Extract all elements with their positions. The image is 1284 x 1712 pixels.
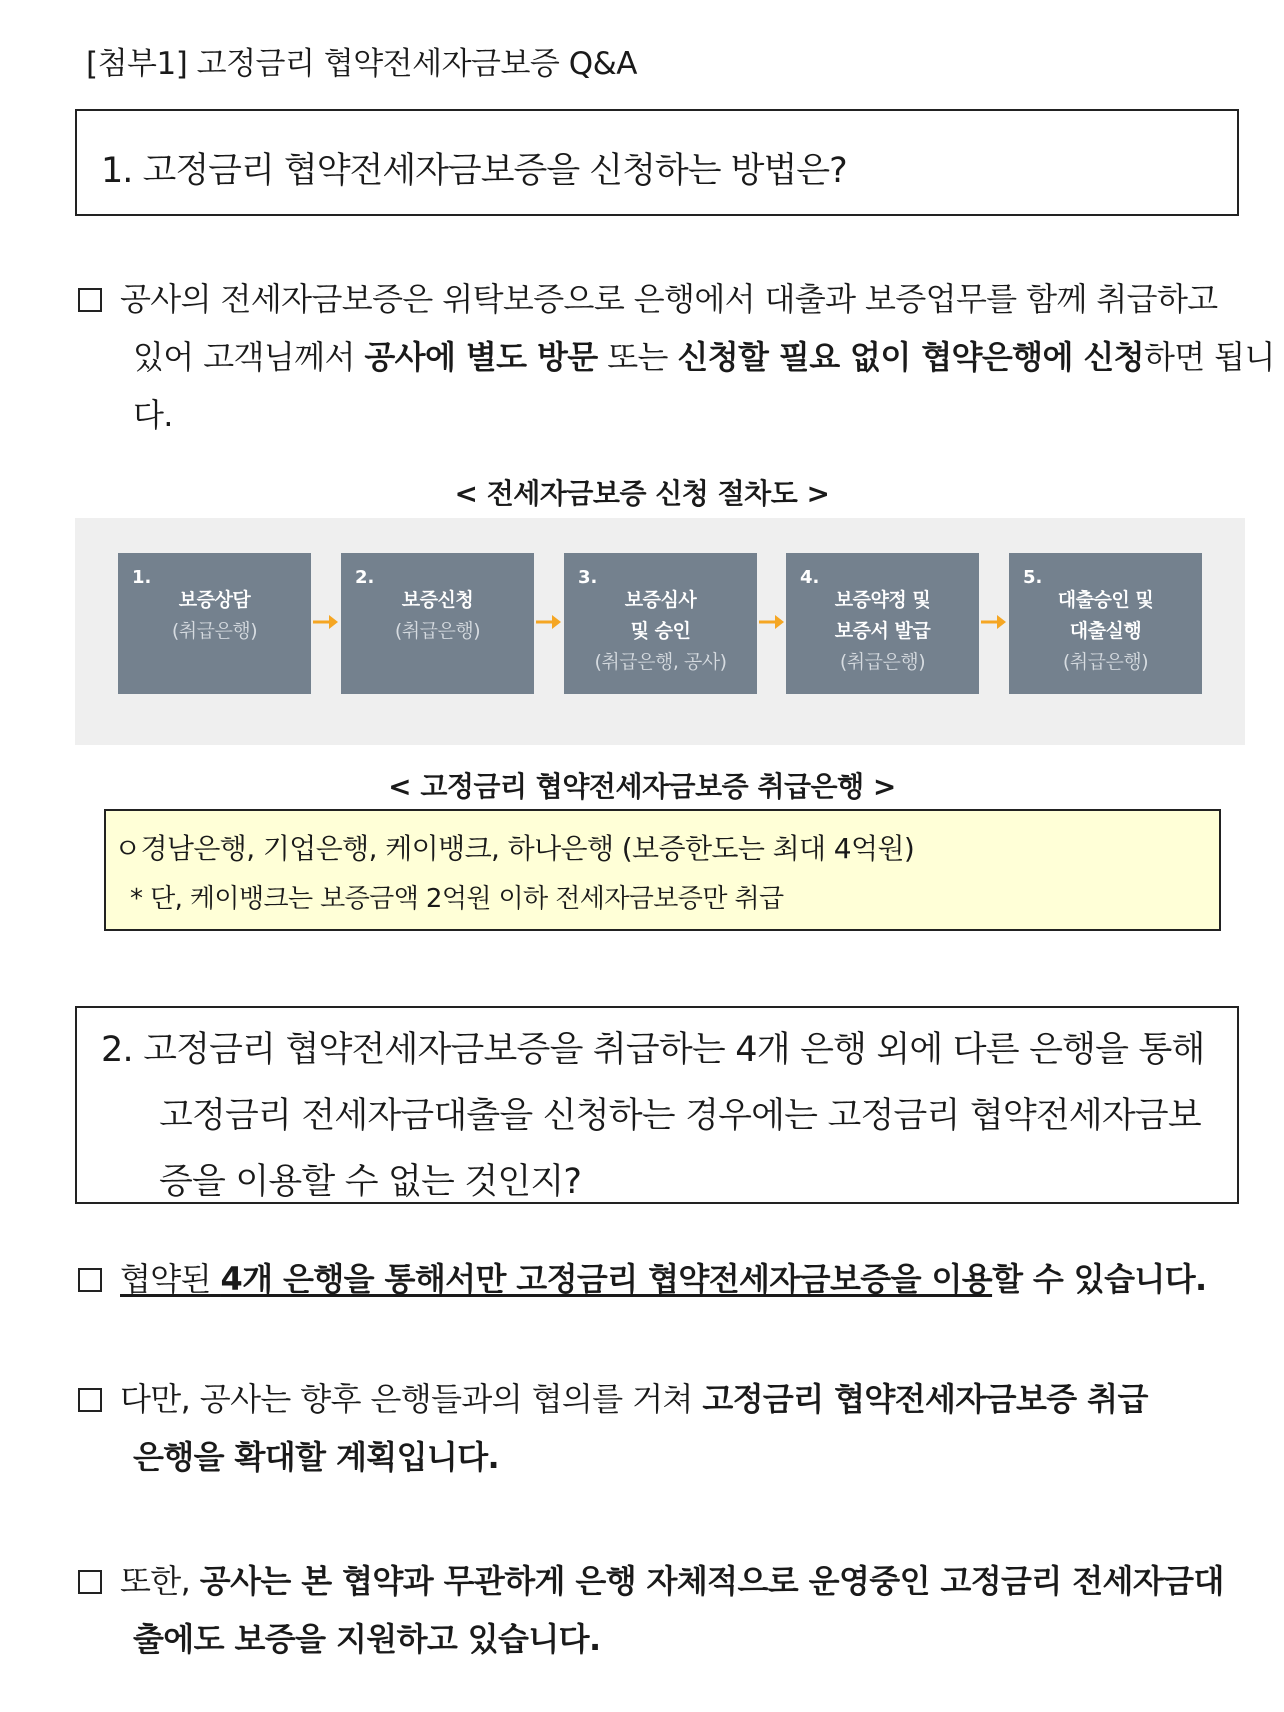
step-handler: (취급은행) — [171, 620, 258, 642]
banks-note: * 단, 케이뱅크는 보증금액 2억원 이하 전세자금보증만 취급 — [130, 884, 784, 914]
question-1-text: 1. 고정금리 협약전세자금보증을 신청하는 방법은? — [101, 151, 847, 191]
step-title: 대출승인 및 — [1057, 589, 1154, 611]
step-text — [564, 585, 757, 678]
question-1-box — [75, 109, 1239, 216]
step-text — [1009, 585, 1202, 678]
step-title: 보증심사 — [624, 589, 697, 611]
arrow-right-icon — [534, 610, 562, 634]
answer-1-line-2: 있어 고객님께서 공사에 별도 방문 또는 신청할 필요 없이 협약은행에 신청하면 됩니 — [133, 338, 1275, 376]
step-title: 보증신청 — [401, 589, 474, 611]
step-title: 보증약정 및 — [834, 589, 931, 611]
procedure-step-3 — [564, 553, 757, 694]
arrow-right-icon — [979, 610, 1007, 634]
banks-box — [104, 809, 1221, 931]
banks-list: ㅇ경남은행, 기업은행, 케이뱅크, 하나은행 (보증한도는 최대 4억원) — [114, 832, 915, 865]
step-handler: (취급은행) — [1062, 651, 1149, 673]
checkbox-bullet-icon — [78, 1268, 102, 1292]
checkbox-bullet-icon — [78, 288, 102, 312]
arrow-right-icon — [757, 610, 785, 634]
answer-1-line-3: 다. — [133, 396, 173, 434]
procedure-caption: < 전세자금보증 신청 절차도 > — [454, 477, 830, 510]
step-title: 보증상담 — [178, 589, 251, 611]
answer-1-paragraph — [78, 270, 1275, 444]
answer-1-line-1: 공사의 전세자금보증은 위탁보증으로 은행에서 대출과 보증업무를 함께 취급하고 — [78, 270, 1254, 328]
procedure-step-1 — [118, 553, 311, 694]
page-title: [첨부1] 고정금리 협약전세자금보증 Q&A — [86, 46, 637, 82]
step-number: 5. — [1023, 567, 1043, 588]
question-2-box — [75, 1006, 1239, 1204]
answer-2-paragraph-2: 다만, 공사는 향후 은행들과의 협의를 거쳐 고정금리 협약전세자금보증 취급 은행을 확대할 계획입니다. — [78, 1370, 1254, 1486]
step-title-2: 대출실행 — [1069, 620, 1142, 642]
procedure-step-2 — [341, 553, 534, 694]
question-2-line-2: 고정금리 전세자금대출을 신청하는 경우에는 고정금리 협약전세자금보 — [159, 1096, 1201, 1136]
question-2-line-1: 2. 고정금리 협약전세자금보증을 취급하는 4개 은행 외에 다른 은행을 통해 — [101, 1030, 1205, 1070]
step-title-2: 보증서 발급 — [834, 620, 931, 642]
step-text — [786, 585, 979, 678]
arrow-right-icon — [311, 610, 339, 634]
step-text — [341, 585, 534, 647]
banks-caption: < 고정금리 협약전세자금보증 취급은행 > — [388, 770, 896, 803]
answer-2-paragraph-3: 또한, 공사는 본 협약과 무관하게 은행 자체적으로 운영중인 고정금리 전세자금대 출에도 보증을 지원하고 있습니다. — [78, 1552, 1254, 1668]
checkbox-bullet-icon — [78, 1388, 102, 1412]
question-2-line-3: 증을 이용할 수 없는 것인지? — [159, 1162, 582, 1202]
step-number: 2. — [355, 567, 375, 588]
step-handler: (취급은행) — [394, 620, 481, 642]
procedure-step-4 — [786, 553, 979, 694]
step-text — [118, 585, 311, 647]
step-number: 1. — [132, 567, 152, 588]
procedure-step-5 — [1009, 553, 1202, 694]
step-handler: (취급은행, 공사) — [594, 651, 727, 673]
step-number: 4. — [800, 567, 820, 588]
answer-2-paragraph-1: 협약된 4개 은행을 통해서만 고정금리 협약전세자금보증을 이용할 수 있습니다. — [78, 1250, 1254, 1308]
step-number: 3. — [578, 567, 598, 588]
checkbox-bullet-icon — [78, 1570, 102, 1594]
step-handler: (취급은행) — [839, 651, 926, 673]
step-title-2: 및 승인 — [630, 620, 691, 642]
